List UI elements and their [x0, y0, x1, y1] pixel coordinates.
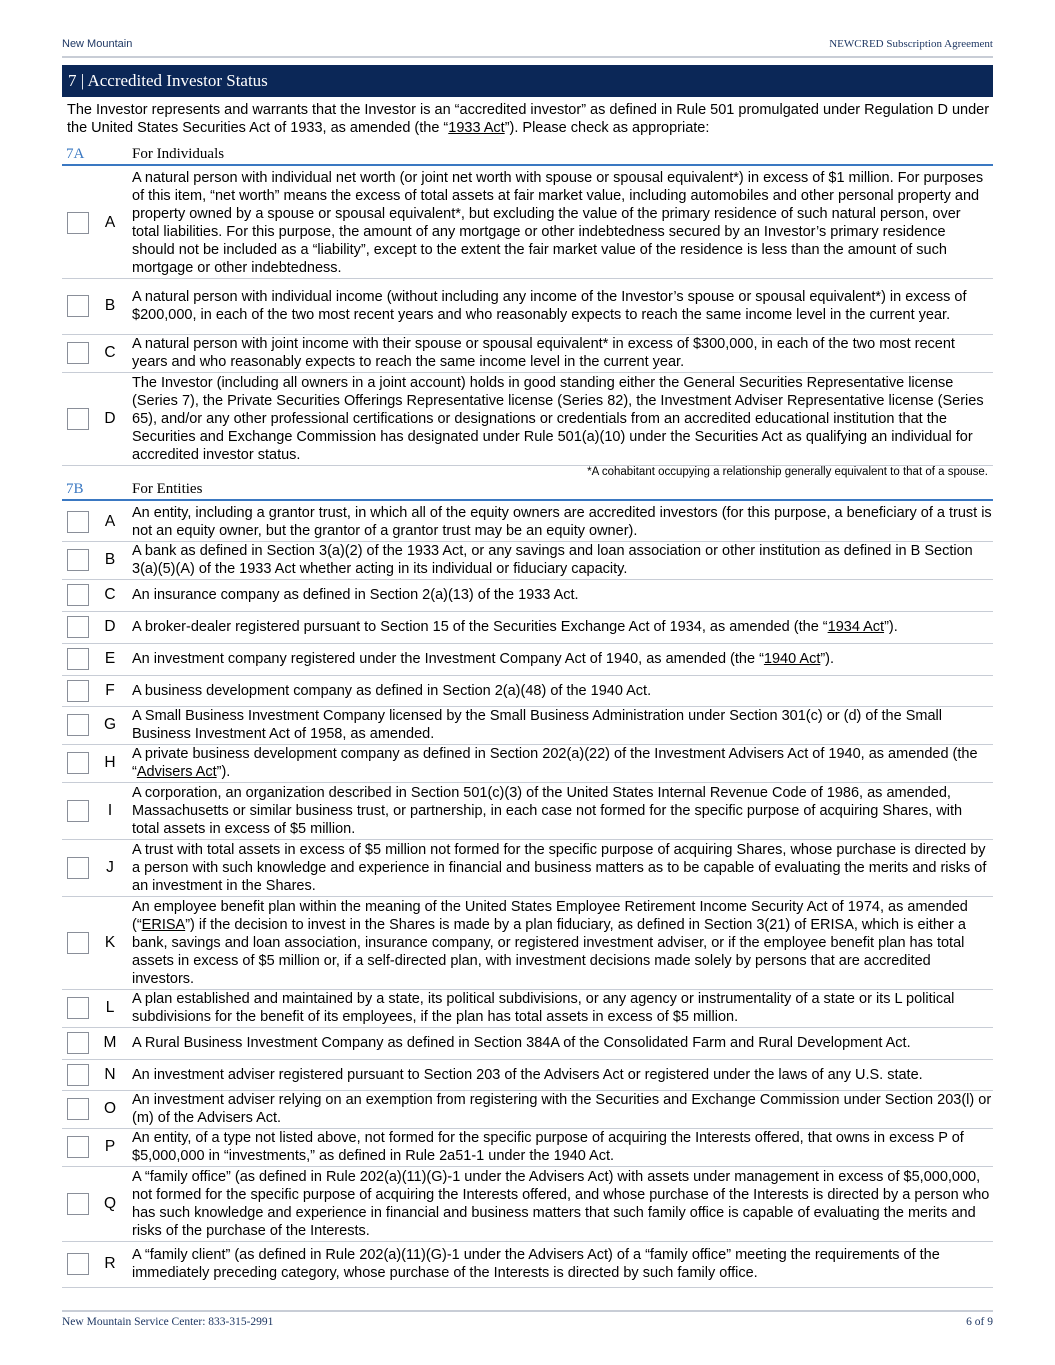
subhead-7a-title: For Individuals: [132, 146, 225, 162]
option-text: [132, 618, 992, 636]
checkbox[interactable]: [67, 1098, 89, 1120]
option-text: A Small Business Investment Company licensed by the Small Business Administration under Section 301(c) or (d) of the Small Business Investment Act of 1958, as amended.: [132, 708, 942, 742]
option-letter: I: [107, 802, 113, 819]
option-text: A natural person with joint income with their spouse or spousal equivalent* in excess of $300,000, in each of the two most recent years and who reasonably expects to reach the same income level in the current year.: [132, 336, 955, 370]
entities-row-i: [62, 782, 993, 840]
option-text: A bank as defined in Section 3(a)(2) of the 1933 Act, or any savings and loan association or other institution as defined in B Section 3(a)(5)(A) of the 1933 Act whether acting in its individual or fiduciary capacity.: [132, 543, 973, 577]
checkbox[interactable]: [67, 408, 89, 430]
footer-left: New Mountain Service Center: 833-315-2991: [62, 1316, 274, 1328]
entities-row-o: [62, 1090, 993, 1129]
subhead-7a-code: 7A: [66, 146, 85, 162]
checkbox[interactable]: [67, 680, 89, 702]
checkbox[interactable]: [67, 1032, 89, 1054]
option-text: A “family client” (as defined in Rule 202(a)(11)(G)-1 under the Advisers Act) of a “family office” meeting the requirements of the immediately preceding category, whose purchase of the Interests is directed by such family office.: [132, 1247, 940, 1281]
option-letter: D: [104, 410, 116, 427]
checkbox[interactable]: [67, 752, 89, 774]
subhead-7b-code: 7B: [66, 481, 84, 497]
entities-row-f: [62, 675, 993, 707]
option-text-pre: An employee benefit plan within the meaning of the United States Employee Retirement Income Security Act of 1974, as amended (“: [132, 899, 968, 933]
entities-row-l: [62, 989, 993, 1028]
option-letter: N: [104, 1066, 116, 1083]
defined-term: 1940 Act: [763, 651, 821, 667]
subhead-7b: [62, 481, 993, 501]
header-left: New Mountain: [62, 38, 133, 50]
option-letter: E: [104, 650, 116, 667]
checkbox[interactable]: [67, 549, 89, 571]
defined-term: ERISA: [141, 917, 186, 933]
option-text: A Rural Business Investment Company as defined in Section 384A of the Consolidated Farm and Rural Development Act.: [132, 1035, 911, 1051]
option-letter: Q: [103, 1195, 117, 1212]
option-text-pre: A broker-dealer registered pursuant to Section 15 of the Securities Exchange Act of 1934, as amended (the “: [132, 619, 828, 635]
option-letter: A: [104, 513, 116, 530]
option-letter: R: [104, 1255, 116, 1272]
checkbox[interactable]: [67, 295, 89, 317]
option-text: A trust with total assets in excess of $5 million not formed for the specific purpose of acquiring Shares, whose purchase is directed by a person with such knowledge and experience in financial and business matters as to be capable of evaluating the merits and risks of an investment in the Shares.: [132, 842, 987, 894]
section-title-bar: [62, 65, 993, 97]
option-text: A “family office” (as defined in Rule 202(a)(11)(G)-1 under the Advisers Act) with assets under management in excess of $5,000,000, not formed for the specific purpose of acquiring the Interests offered, and whose purchase of the Interests is directed by a person who has such knowledge and experience in financial and business matters that such family office is capable of evaluating the merits and risks of the purchase of the Interests.: [132, 1169, 990, 1239]
checkbox[interactable]: [67, 511, 89, 533]
option-text: A plan established and maintained by a state, its political subdivisions, or any agency or instrumentality of a state or its L political subdivisions for the benefit of its employees, if the plan has total assets in excess of $5 million.: [132, 991, 955, 1025]
checkbox[interactable]: [67, 1064, 89, 1086]
option-text: A natural person with individual net worth (or joint net worth with spouse or spousal equivalent*) in excess of $1 million. For purposes of this item, “net worth” means the excess of total assets at fair market value, including automobiles and other personal property and property owned by a spouse or spousal equivalent*, but excluding the value of the primary residence of such natural person, over total liabilities. For this purpose, the amount of any mortgage or other indebtedness secured by an Investor’s primary residence should not be included as a “liability”, except to the extent the fair market value of the residence is less than the amount of such mortgage or other indebtedness.: [132, 170, 984, 276]
entities-row-a: [62, 503, 993, 542]
option-text-post: ”).: [216, 764, 231, 780]
option-letter: F: [105, 682, 115, 699]
entities-row-q: [62, 1166, 993, 1242]
option-text-post: ”).: [884, 619, 898, 635]
option-text: An entity, of a type not listed above, not formed for the specific purpose of acquiring the Interests offered, that owns in excess P of $5,000,000 in “investments,” as defined in Rule 2a51-1 under the 1940 Act.: [132, 1130, 964, 1164]
option-text: [132, 650, 992, 668]
entities-row-r: [62, 1241, 993, 1288]
entities-row-d: [62, 611, 993, 644]
header-right: NEWCRED Subscription Agreement: [829, 38, 993, 50]
option-text: A corporation, an organization described in Section 501(c)(3) of the United States Internal Revenue Code of 1986, as amended, Massachusetts or similar business trust, or partnership, in each case not formed for the specific purpose of acquiring Shares, with total assets in excess of $5 million.: [132, 785, 963, 837]
intro-post: ”). Please check as appropriate:: [504, 120, 710, 136]
checkbox[interactable]: [67, 932, 89, 954]
checkbox[interactable]: [67, 800, 89, 822]
checkbox[interactable]: [67, 212, 89, 234]
option-text: An investment adviser relying on an exemption from registering with the Securities and Exchange Commission under Section 203(l) or (m) of the Advisers Act.: [132, 1092, 992, 1126]
entities-row-j: [62, 839, 993, 897]
intro-text: [67, 101, 991, 137]
option-letter: C: [104, 586, 116, 603]
individuals-row-c: [62, 334, 993, 373]
entities-row-h: [62, 744, 993, 783]
option-letter: M: [103, 1034, 117, 1051]
option-letter: H: [104, 754, 116, 771]
entities-row-c: [62, 579, 993, 612]
checkbox[interactable]: [67, 1136, 89, 1158]
option-letter: B: [104, 551, 116, 568]
footer-right: 6 of 9: [966, 1316, 993, 1328]
checkbox[interactable]: [67, 1193, 89, 1215]
option-text: An investment adviser registered pursuant to Section 203 of the Advisers Act or registered under the laws of any U.S. state.: [132, 1067, 923, 1083]
option-letter: J: [106, 859, 114, 876]
individuals-row-b: [62, 278, 993, 335]
checkbox[interactable]: [67, 584, 89, 606]
section-title: 7 | Accredited Investor Status: [68, 71, 268, 90]
subhead-7b-title: For Entities: [132, 481, 203, 497]
checkbox[interactable]: [67, 648, 89, 670]
option-text-post: ”) if the decision to invest in the Shares is made by a plan fiduciary, as defined in Section 3(21) of ERISA, which is either a bank, savings and loan association, insurance company, or registered investment adviser, or if the employee benefit plan has total assets in excess of $5 million or, if a self-directed plan, with investment decisions made solely by persons that are accredited investors.: [132, 917, 966, 987]
checkbox[interactable]: [67, 1253, 89, 1275]
intro-pre: The Investor represents and warrants that the Investor is an “accredited investor” as defined in Rule 501 promulgated under Regulation D under the United States Securities Act of 1933, as amended (the “: [67, 102, 990, 136]
entities-row-n: [62, 1059, 993, 1091]
page-header: [62, 38, 993, 58]
option-letter: A: [104, 214, 116, 231]
option-text: An insurance company as defined in Section 2(a)(13) of the 1933 Act.: [132, 587, 579, 603]
option-letter: L: [105, 999, 115, 1016]
checkbox[interactable]: [67, 616, 89, 638]
option-text-post: ”).: [820, 651, 835, 667]
option-text: [132, 898, 992, 988]
subhead-7a: [62, 146, 993, 166]
entities-row-p: [62, 1128, 993, 1167]
individuals-row-d: [62, 372, 993, 466]
checkbox[interactable]: [67, 857, 89, 879]
checkbox[interactable]: [67, 997, 89, 1019]
individuals-row-a: [62, 167, 993, 279]
option-letter: G: [103, 716, 117, 733]
page-footer: [62, 1310, 993, 1328]
entities-row-e: [62, 643, 993, 676]
option-letter: P: [104, 1138, 116, 1155]
option-text: The Investor (including all owners in a joint account) holds in good standing either the General Securities Representative license (Series 7), the Private Securities Offerings Representative license (Series 82), the Investment Adviser Representative license (Series 65), and/or any other professional certifications or designations or credentials from an accredited educational institution that the Securities and Exchange Commission has designated under Rule 501(a)(10) under the Securities Act as qualifying an individual for accredited investor status.: [132, 375, 984, 463]
footnote: *A cohabitant occupying a relationship generally equivalent to that of a spouse.: [587, 466, 988, 478]
option-text: A natural person with individual income (without including any income of the Investor’s spouse or spousal equivalent*) in excess of $200,000, in each of the two most recent years and who reasonably expects to reach the same income level in the current year.: [132, 289, 967, 323]
entities-row-b: [62, 541, 993, 580]
entities-row-k: [62, 896, 993, 990]
defined-term: Advisers Act: [136, 764, 217, 780]
checkbox[interactable]: [67, 714, 89, 736]
option-text: [132, 745, 992, 781]
option-text: An entity, including a grantor trust, in which all of the equity owners are accredited investors (for this purpose, a beneficiary of a trust is not an equity owner, but the grantor of a grantor trust may be an equity owner).: [132, 505, 992, 539]
entities-row-g: [62, 706, 993, 745]
option-letter: B: [104, 297, 116, 314]
option-text-pre: A private business development company as defined in Section 202(a)(22) of the Investment Advisers Act of 1940, as amended (the “: [132, 746, 978, 780]
option-text: A business development company as defined in Section 2(a)(48) of the 1940 Act.: [132, 683, 652, 699]
intro-link: 1933 Act: [448, 120, 505, 136]
option-letter: O: [103, 1100, 117, 1117]
defined-term: 1934 Act: [827, 619, 885, 635]
option-letter: D: [104, 618, 116, 635]
option-letter: K: [104, 934, 116, 951]
option-text-pre: An investment company registered under the Investment Company Act of 1940, as amended (the “: [132, 651, 764, 667]
checkbox[interactable]: [67, 342, 89, 364]
option-letter: C: [104, 344, 116, 361]
entities-row-m: [62, 1027, 993, 1060]
